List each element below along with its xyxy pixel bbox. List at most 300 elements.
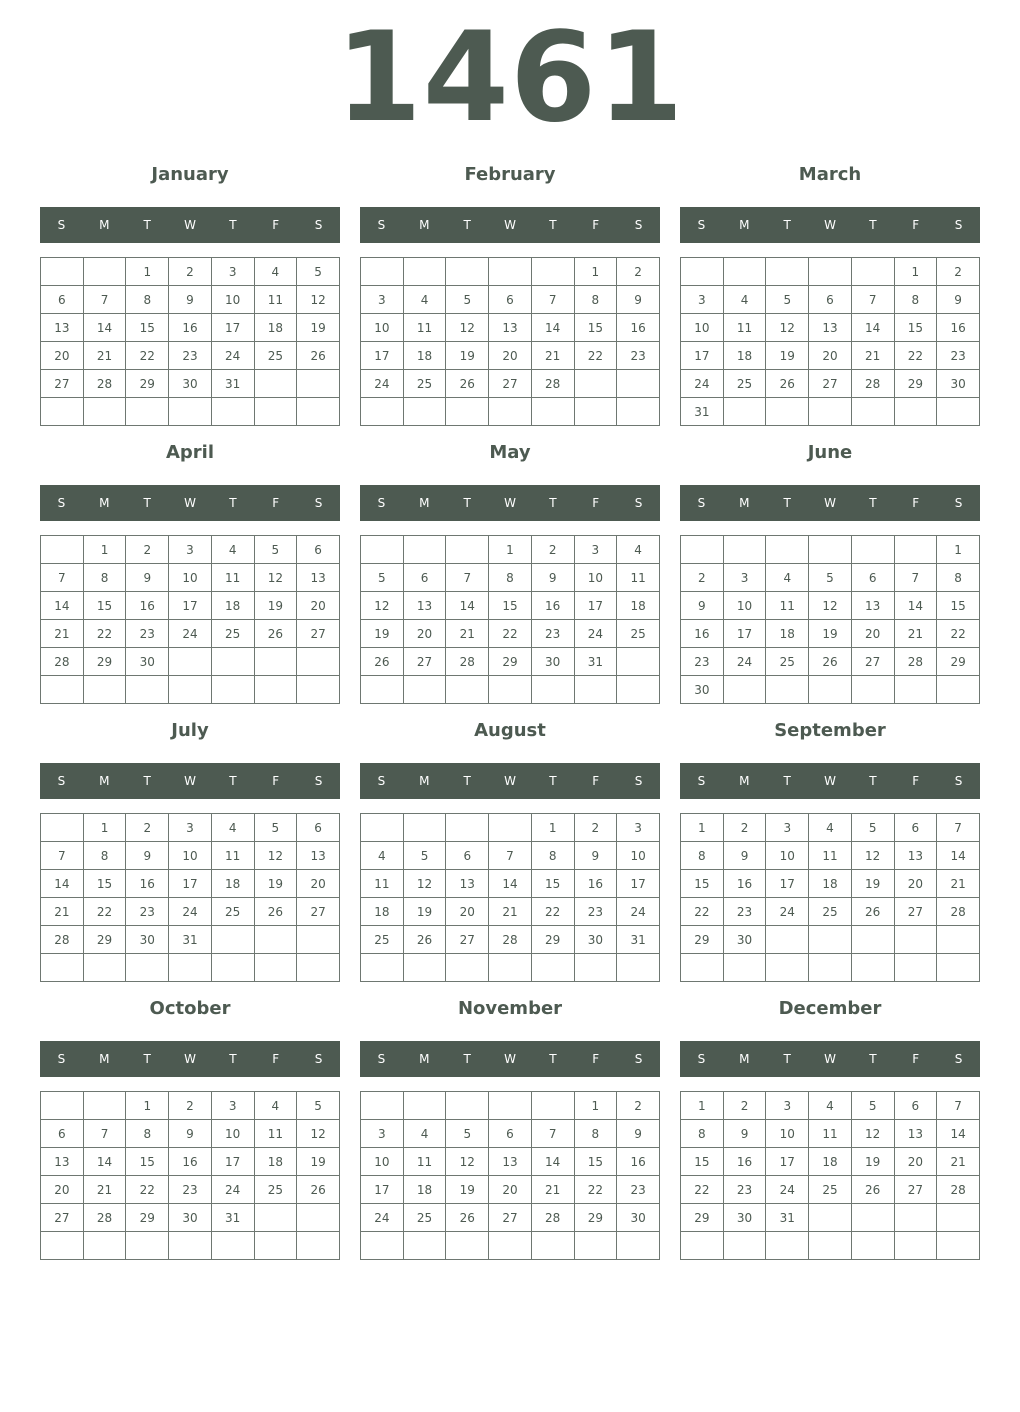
week-row xyxy=(361,842,660,870)
day-cell: 30 xyxy=(169,370,212,398)
day-cell: 15 xyxy=(531,870,574,898)
day-cell: 29 xyxy=(894,370,937,398)
day-cell: 16 xyxy=(169,314,212,342)
weekday-label: T xyxy=(783,774,791,788)
day-cell: 30 xyxy=(681,676,724,704)
weekday-label: S xyxy=(377,1052,386,1066)
day-cell xyxy=(211,398,254,426)
day-cell: 4 xyxy=(211,814,254,842)
day-cell: 14 xyxy=(937,842,980,870)
day-cell xyxy=(41,954,84,982)
day-cell xyxy=(894,1204,937,1232)
day-cell: 26 xyxy=(254,898,297,926)
day-cell xyxy=(894,954,937,982)
day-cell: 27 xyxy=(41,1204,84,1232)
day-cell: 2 xyxy=(681,564,724,592)
day-cell: 16 xyxy=(126,870,169,898)
weekday-header xyxy=(360,207,660,243)
day-cell xyxy=(937,398,980,426)
day-cell xyxy=(617,1232,660,1260)
day-cell: 20 xyxy=(489,1176,532,1204)
day-cell xyxy=(809,398,852,426)
day-cell xyxy=(574,1232,617,1260)
day-cell: 27 xyxy=(809,370,852,398)
day-cell: 5 xyxy=(809,564,852,592)
day-cell: 8 xyxy=(83,564,126,592)
day-cell: 21 xyxy=(531,342,574,370)
day-cell: 2 xyxy=(531,536,574,564)
day-cell: 26 xyxy=(297,342,340,370)
day-cell: 12 xyxy=(361,592,404,620)
day-cell: 19 xyxy=(297,314,340,342)
weekday-label: M xyxy=(419,774,430,788)
day-cell: 11 xyxy=(766,592,809,620)
day-cell: 7 xyxy=(937,1092,980,1120)
weekday-label: S xyxy=(57,496,66,510)
day-cell: 18 xyxy=(403,1176,446,1204)
weekday-label: F xyxy=(272,496,280,510)
day-grid xyxy=(680,257,980,426)
day-cell: 3 xyxy=(169,814,212,842)
day-cell: 25 xyxy=(211,620,254,648)
week-row xyxy=(361,398,660,426)
day-cell: 23 xyxy=(723,898,766,926)
day-cell: 21 xyxy=(83,1176,126,1204)
day-cell: 18 xyxy=(254,314,297,342)
weekday-label: W xyxy=(184,774,196,788)
week-row xyxy=(681,1176,980,1204)
day-cell: 21 xyxy=(41,620,84,648)
week-row xyxy=(681,592,980,620)
day-cell: 17 xyxy=(723,620,766,648)
weekday-label: T xyxy=(229,218,237,232)
weekday-label: S xyxy=(377,496,386,510)
week-row xyxy=(361,1176,660,1204)
week-row xyxy=(361,314,660,342)
weekday-label: S xyxy=(634,496,643,510)
weekday-label: S xyxy=(314,1052,323,1066)
day-cell: 23 xyxy=(126,898,169,926)
day-cell: 29 xyxy=(126,370,169,398)
day-cell: 11 xyxy=(809,1120,852,1148)
day-cell: 5 xyxy=(851,814,894,842)
weekday-label: W xyxy=(824,1052,836,1066)
weekday-label: F xyxy=(592,1052,600,1066)
day-cell xyxy=(681,954,724,982)
day-cell: 23 xyxy=(169,342,212,370)
weekday-header xyxy=(680,485,980,521)
day-cell: 15 xyxy=(937,592,980,620)
day-cell xyxy=(617,954,660,982)
week-row xyxy=(41,286,340,314)
day-cell: 30 xyxy=(723,926,766,954)
day-cell: 13 xyxy=(446,870,489,898)
day-cell: 29 xyxy=(937,648,980,676)
day-cell: 13 xyxy=(894,842,937,870)
day-cell: 29 xyxy=(83,648,126,676)
day-cell xyxy=(531,676,574,704)
day-cell: 28 xyxy=(531,370,574,398)
day-cell: 8 xyxy=(574,1120,617,1148)
day-cell: 15 xyxy=(489,592,532,620)
day-cell: 30 xyxy=(169,1204,212,1232)
weekday-label: M xyxy=(739,774,750,788)
weekday-label: F xyxy=(592,774,600,788)
day-cell: 4 xyxy=(403,1120,446,1148)
day-cell xyxy=(169,398,212,426)
weekday-label: S xyxy=(634,1052,643,1066)
weekday-label: W xyxy=(504,1052,516,1066)
day-cell: 27 xyxy=(446,926,489,954)
week-row xyxy=(41,1148,340,1176)
day-cell: 21 xyxy=(937,870,980,898)
day-cell xyxy=(809,676,852,704)
week-row xyxy=(361,564,660,592)
day-cell: 14 xyxy=(446,592,489,620)
weekday-label: W xyxy=(824,496,836,510)
day-cell xyxy=(851,676,894,704)
week-row xyxy=(681,1092,980,1120)
day-cell xyxy=(403,536,446,564)
day-cell: 6 xyxy=(297,536,340,564)
day-cell: 25 xyxy=(766,648,809,676)
day-cell: 4 xyxy=(723,286,766,314)
weekday-label: S xyxy=(697,496,706,510)
day-cell: 1 xyxy=(531,814,574,842)
day-cell: 4 xyxy=(361,842,404,870)
day-cell: 21 xyxy=(41,898,84,926)
day-cell: 28 xyxy=(937,1176,980,1204)
day-cell: 8 xyxy=(531,842,574,870)
day-cell xyxy=(723,398,766,426)
month-name: September xyxy=(774,720,886,741)
day-cell: 1 xyxy=(894,258,937,286)
day-cell: 31 xyxy=(574,648,617,676)
day-cell: 3 xyxy=(361,1120,404,1148)
day-cell: 2 xyxy=(937,258,980,286)
week-row xyxy=(41,1120,340,1148)
day-cell: 20 xyxy=(489,342,532,370)
day-cell xyxy=(723,676,766,704)
day-cell: 18 xyxy=(766,620,809,648)
day-cell: 13 xyxy=(403,592,446,620)
day-cell: 3 xyxy=(574,536,617,564)
day-cell: 8 xyxy=(937,564,980,592)
day-cell: 1 xyxy=(574,258,617,286)
day-grid xyxy=(680,813,980,982)
day-cell: 13 xyxy=(41,314,84,342)
day-cell: 20 xyxy=(894,1148,937,1176)
day-cell: 30 xyxy=(126,648,169,676)
day-cell: 10 xyxy=(169,564,212,592)
week-row xyxy=(681,286,980,314)
day-cell xyxy=(361,1092,404,1120)
day-cell: 12 xyxy=(297,1120,340,1148)
day-cell: 22 xyxy=(574,1176,617,1204)
day-cell xyxy=(254,1232,297,1260)
day-cell: 14 xyxy=(894,592,937,620)
day-cell: 10 xyxy=(766,842,809,870)
day-cell: 16 xyxy=(723,1148,766,1176)
day-cell: 5 xyxy=(254,814,297,842)
day-cell xyxy=(446,814,489,842)
month-name: October xyxy=(149,998,231,1019)
day-cell: 13 xyxy=(297,564,340,592)
month-name: November xyxy=(457,998,563,1019)
day-cell: 21 xyxy=(83,342,126,370)
day-cell: 30 xyxy=(937,370,980,398)
day-cell xyxy=(531,398,574,426)
week-row xyxy=(41,1204,340,1232)
day-cell: 26 xyxy=(851,898,894,926)
day-cell: 21 xyxy=(894,620,937,648)
day-cell: 12 xyxy=(446,1148,489,1176)
day-cell: 4 xyxy=(254,1092,297,1120)
week-row xyxy=(681,648,980,676)
day-cell: 13 xyxy=(809,314,852,342)
day-cell: 13 xyxy=(851,592,894,620)
day-cell: 27 xyxy=(297,898,340,926)
day-cell: 23 xyxy=(617,1176,660,1204)
day-cell: 24 xyxy=(766,898,809,926)
day-cell xyxy=(531,258,574,286)
weekday-label: W xyxy=(184,1052,196,1066)
day-cell: 15 xyxy=(83,592,126,620)
day-cell: 4 xyxy=(211,536,254,564)
day-cell xyxy=(446,536,489,564)
day-cell: 13 xyxy=(894,1120,937,1148)
day-grid xyxy=(360,813,660,982)
day-cell xyxy=(894,926,937,954)
weekday-label: T xyxy=(463,496,471,510)
day-cell: 2 xyxy=(617,258,660,286)
day-cell: 8 xyxy=(574,286,617,314)
day-cell: 20 xyxy=(41,342,84,370)
day-cell: 23 xyxy=(937,342,980,370)
weekday-label: F xyxy=(912,496,920,510)
day-cell: 18 xyxy=(809,1148,852,1176)
day-cell: 1 xyxy=(126,1092,169,1120)
day-cell: 11 xyxy=(361,870,404,898)
day-cell xyxy=(681,258,724,286)
week-row xyxy=(361,676,660,704)
weekday-label: T xyxy=(783,218,791,232)
day-cell: 24 xyxy=(766,1176,809,1204)
day-cell: 19 xyxy=(254,870,297,898)
week-row xyxy=(41,676,340,704)
day-cell xyxy=(851,926,894,954)
day-cell xyxy=(851,1232,894,1260)
day-cell: 1 xyxy=(937,536,980,564)
day-cell xyxy=(41,1232,84,1260)
day-cell xyxy=(531,1092,574,1120)
week-row xyxy=(361,814,660,842)
weekday-label: W xyxy=(184,218,196,232)
day-cell: 24 xyxy=(361,1204,404,1232)
day-cell xyxy=(937,676,980,704)
weekday-label: S xyxy=(314,218,323,232)
week-row xyxy=(41,620,340,648)
day-cell: 26 xyxy=(851,1176,894,1204)
week-row xyxy=(681,814,980,842)
day-cell: 6 xyxy=(489,1120,532,1148)
day-cell: 24 xyxy=(211,342,254,370)
day-cell xyxy=(254,1204,297,1232)
day-cell xyxy=(211,1232,254,1260)
weekday-label: M xyxy=(419,496,430,510)
day-cell xyxy=(809,1204,852,1232)
day-cell: 2 xyxy=(723,814,766,842)
day-cell: 1 xyxy=(126,258,169,286)
day-cell xyxy=(211,648,254,676)
day-cell: 18 xyxy=(809,870,852,898)
day-cell: 9 xyxy=(126,564,169,592)
day-cell: 13 xyxy=(489,1148,532,1176)
weekday-label: S xyxy=(57,218,66,232)
week-row xyxy=(41,1232,340,1260)
weekday-label: M xyxy=(739,1052,750,1066)
day-cell: 12 xyxy=(766,314,809,342)
day-cell: 19 xyxy=(403,898,446,926)
day-cell: 13 xyxy=(41,1148,84,1176)
day-cell xyxy=(446,954,489,982)
day-cell xyxy=(254,926,297,954)
day-cell: 19 xyxy=(766,342,809,370)
week-row xyxy=(41,592,340,620)
day-cell: 3 xyxy=(211,1092,254,1120)
day-cell: 15 xyxy=(83,870,126,898)
week-row xyxy=(41,342,340,370)
day-cell: 12 xyxy=(809,592,852,620)
day-cell: 21 xyxy=(851,342,894,370)
day-cell: 26 xyxy=(403,926,446,954)
weekday-header xyxy=(360,1041,660,1077)
day-cell: 27 xyxy=(297,620,340,648)
day-cell xyxy=(41,536,84,564)
day-cell: 5 xyxy=(297,258,340,286)
day-cell: 1 xyxy=(83,814,126,842)
week-row xyxy=(41,926,340,954)
day-cell xyxy=(83,1092,126,1120)
weekday-header xyxy=(40,763,340,799)
day-cell: 23 xyxy=(617,342,660,370)
day-cell xyxy=(169,1232,212,1260)
weekday-label: M xyxy=(99,496,110,510)
day-cell: 9 xyxy=(169,286,212,314)
day-cell: 3 xyxy=(211,258,254,286)
day-cell xyxy=(574,398,617,426)
day-cell: 5 xyxy=(297,1092,340,1120)
day-cell: 24 xyxy=(681,370,724,398)
weekday-label: S xyxy=(634,774,643,788)
day-cell: 29 xyxy=(489,648,532,676)
day-cell: 8 xyxy=(894,286,937,314)
day-cell: 10 xyxy=(169,842,212,870)
day-cell: 27 xyxy=(894,898,937,926)
day-cell: 24 xyxy=(617,898,660,926)
day-cell: 21 xyxy=(531,1176,574,1204)
day-cell: 3 xyxy=(617,814,660,842)
day-cell: 13 xyxy=(297,842,340,870)
day-cell: 23 xyxy=(681,648,724,676)
weekday-header xyxy=(680,207,980,243)
day-grid xyxy=(40,1091,340,1260)
day-cell: 17 xyxy=(617,870,660,898)
weekday-label: T xyxy=(869,774,877,788)
day-cell: 19 xyxy=(809,620,852,648)
day-cell: 7 xyxy=(83,1120,126,1148)
day-cell xyxy=(254,676,297,704)
day-cell xyxy=(297,954,340,982)
day-cell xyxy=(809,926,852,954)
weekday-label: T xyxy=(869,1052,877,1066)
day-cell: 2 xyxy=(617,1092,660,1120)
day-cell: 10 xyxy=(361,1148,404,1176)
day-cell xyxy=(297,1204,340,1232)
day-cell xyxy=(41,1092,84,1120)
weekday-header xyxy=(40,1041,340,1077)
week-row xyxy=(681,1148,980,1176)
weekday-label: S xyxy=(954,218,963,232)
week-row xyxy=(361,648,660,676)
day-cell: 25 xyxy=(617,620,660,648)
weekday-label: M xyxy=(419,218,430,232)
day-cell xyxy=(83,1232,126,1260)
day-cell: 11 xyxy=(254,286,297,314)
day-cell: 4 xyxy=(766,564,809,592)
day-cell: 10 xyxy=(723,592,766,620)
day-cell: 25 xyxy=(254,1176,297,1204)
day-cell: 6 xyxy=(851,564,894,592)
weekday-label: F xyxy=(272,1052,280,1066)
month-name: April xyxy=(165,442,215,463)
weekday-label: T xyxy=(549,496,557,510)
weekday-label: T xyxy=(229,496,237,510)
day-cell: 10 xyxy=(617,842,660,870)
weekday-header xyxy=(40,207,340,243)
day-cell: 23 xyxy=(531,620,574,648)
day-cell xyxy=(574,676,617,704)
day-cell xyxy=(126,1232,169,1260)
day-cell: 10 xyxy=(211,286,254,314)
day-grid xyxy=(680,1091,980,1260)
day-cell: 22 xyxy=(681,898,724,926)
day-cell: 2 xyxy=(126,536,169,564)
day-grid xyxy=(40,257,340,426)
day-cell: 20 xyxy=(297,870,340,898)
day-cell: 21 xyxy=(446,620,489,648)
day-cell xyxy=(361,954,404,982)
week-row xyxy=(681,314,980,342)
week-row xyxy=(681,536,980,564)
day-cell: 17 xyxy=(361,1176,404,1204)
day-cell: 12 xyxy=(297,286,340,314)
week-row xyxy=(361,1232,660,1260)
weekday-label: T xyxy=(783,496,791,510)
day-cell: 10 xyxy=(211,1120,254,1148)
week-row xyxy=(681,620,980,648)
day-cell xyxy=(169,648,212,676)
weekday-label: S xyxy=(634,218,643,232)
day-cell: 24 xyxy=(211,1176,254,1204)
day-cell xyxy=(851,1204,894,1232)
day-cell: 22 xyxy=(574,342,617,370)
day-cell: 14 xyxy=(851,314,894,342)
week-row xyxy=(681,1204,980,1232)
week-row xyxy=(681,398,980,426)
day-cell: 9 xyxy=(723,1120,766,1148)
day-cell xyxy=(617,648,660,676)
